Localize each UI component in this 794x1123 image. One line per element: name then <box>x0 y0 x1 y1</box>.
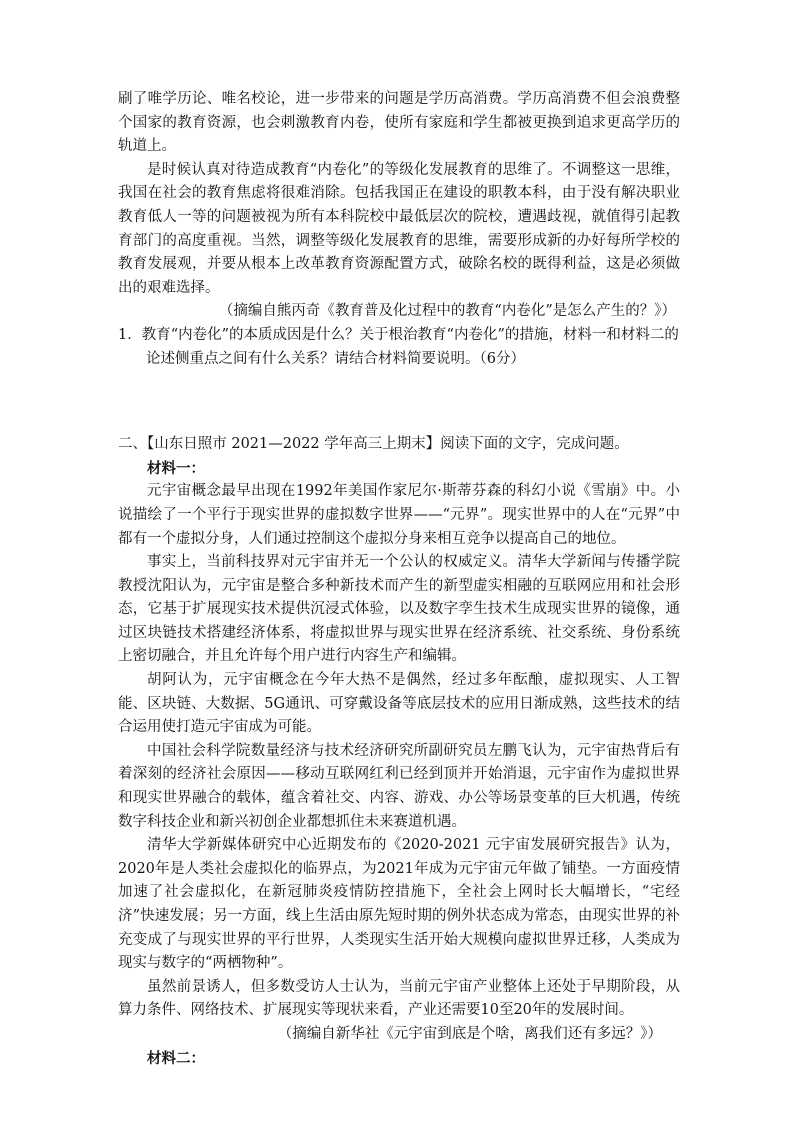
passage1-paragraph-2: 是时候认真对待造成教育“内卷化”的等级化发展教育的思维了。不调整这一思维，我国在社会的教育焦虑将很难消除。包括我国正在建设的职教本科，由于没有解决职业教育低人一等的问题被视为所有本科院校中最低层次的院校，遭遇歧视，就值得引起教育部门的高度重视。当然，调整等级化发展教育的思维，需要形成新的办好每所学校的教育发展观，并要从根本上改革教育资源配置方式，破除名校的既得利益，这是必须做出的艰难选择。 <box>118 161 680 296</box>
material1-paragraph-2: 事实上，当前科技界对元宇宙并无一个公认的权威定义。清华大学新闻与传播学院教授沈阳认为，元宇宙是整合多种新技术而产生的新型虚实相融的互联网应用和社会形态，它基于扩展现实技术提供沉浸式体验，以及数字孪生技术生成现实世界的镜像，通过区块链技术搭建经济体系，将虚拟世界与现实世界在经济系统、社交系统、身份系统上密切融合，并且允许每个用户进行内容生产和编辑。 <box>118 554 680 665</box>
material1-paragraph-3: 胡阿认为，元宇宙概念在今年大热不是偶然，经过多年酝酿，虚拟现实、人工智能、区块链、大数据、5G通讯、可穿戴设备等底层技术的应用日渐成熟，这些技术的结合运用使打造元宇宙成为可能。 <box>118 672 680 736</box>
material1-source: （摘编自新华社《元宇宙到底是个啥，离我们还有多远？》） <box>277 1025 662 1042</box>
blank-answer-space <box>118 371 680 433</box>
passage1-source: （摘编自熊丙奇《教育普及化过程中的教育“内卷化”是怎么产生的？》） <box>218 303 676 320</box>
section2-title: 二、【山东日照市 2021—2022 学年高三上期末】阅读下面的文字，完成问题。 <box>118 436 629 453</box>
passage1-paragraph-1: 刷了唯学历论、唯名校论，进一步带来的问题是学历高消费。学历高消费不但会浪费整个国家的教育资源，也会刺激教育内卷，使所有家庭和学生都被更换到追求更高学历的轨道上。 <box>118 91 680 155</box>
document-page <box>118 88 680 1070</box>
material1-paragraph-4: 中国社会科学院数量经济与技术经济研究所副研究员左鹏飞认为，元宇宙热背后有着深刻的经济社会原因——移动互联网红利已经到顶并开始消退，元宇宙作为虚拟世界和现实世界融合的载体，蕴含着社交、内容、游戏、办公等场景变革的巨大机遇，传统数字科技企业和新兴初创企业都想抓住未来赛道机遇。 <box>118 742 680 830</box>
material1-label: 材料一： <box>147 459 205 477</box>
material2-label: 材料二： <box>147 1049 205 1067</box>
material1-paragraph-6: 虽然前景诱人，但多数受访人士认为，当前元宇宙产业整体上还处于早期阶段，从算力条件、网络技术、扩展现实等现状来看，产业还需要10至20年的发展时间。 <box>118 978 680 1019</box>
material1-paragraph-5: 清华大学新媒体研究中心近期发布的《2020-2021 元宇宙发展研究报告》认为，2020年是人类社会虚拟化的临界点，为2021年成为元宇宙元年做了铺垫。一方面疫情加速了社会虚拟化，在新冠肺炎疫情防控措施下，全社会上网时长大幅增长，“宅经济”快速发展；另一方面，线上生活由原先短时期的例外状态成为常态，由现实世界的补充变成了与现实世界的平行世界，人类现实生活开始大规模向虚拟世界迁移，人类成为现实与数字的“两栖物种”。 <box>118 837 680 972</box>
question-1: 1．教育“内卷化”的本质成因是什么？关于根治教育“内卷化”的措施，材料一和材料二的论述侧重点之间有什么关系？请结合材料简要说明。（6分） <box>118 326 679 367</box>
material1-paragraph-1: 元宇宙概念最早出现在1992年美国作家尼尔·斯蒂芬森的科幻小说《雪崩》中。小说描绘了一个平行于现实世界的虚拟数字世界——“元界”。现实世界中的人在“元界”中都有一个虚拟分身，人们通过控制这个虚拟分身来相互竞争以提高自己的地位。 <box>118 483 680 547</box>
